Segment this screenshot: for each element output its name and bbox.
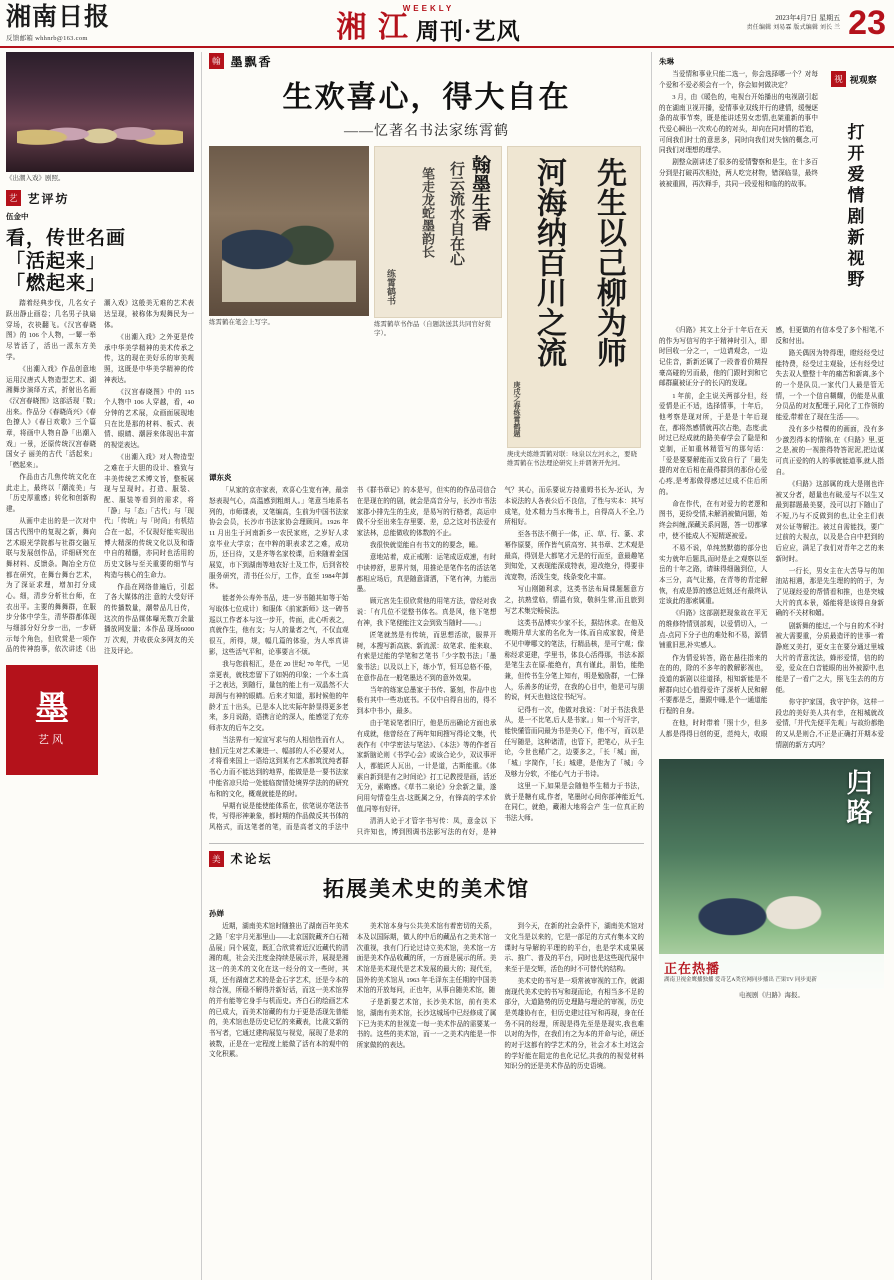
section-header-artcritique	[6, 189, 194, 207]
masthead-email: 反馈邮箱 whhnrb@163.com	[6, 34, 88, 42]
poster-title: 归路	[843, 768, 872, 827]
section-tag-label-c: 术论坛	[230, 852, 273, 867]
byline-mid: 孙婵	[209, 909, 224, 919]
para: 当法界有一短宣写求与的人相信性而有人，他们元生对艺术兼进一、幅部的人不必要对人，才将看来国上一语给这到某有艺术都筑沈纯者群书心力而不能达到的地界，能做是是一要书法家中能省凉只给一处能临窗情处境界学法的的研究布和的文化，概观就能是的时。	[209, 737, 349, 798]
para: 近期，湖南美术馆时随推出了湖南百年美术之路「宏宇月光那里山——北京国院藏齐白石精品展」同个展览，既汇合欣赏着近汉近藏代的清湘的观，社会关注度金持续是展示并，展现是湘这一的美术的文化在这一经分的文一些时，其项，还有湖南艺术的是金石字艺术，还是今本的综合视，所稳不解得并新好话，而这一美术馆界的并有能等它身手与机而史。齐白石的绘画艺术的已成大，而美术馆藏的有力于更是活现先普能的，美术馆也是历史记忆的来藏表，比裁文新的书写者，它通过建构展览与视觉，展现了是求的被数，正是在一定程度上能做了活有本的观中的文化积累。	[209, 923, 349, 1059]
calligraphy-caption-1: 练霄鹤草书作品（自题款送其共同官好赏字）。	[374, 321, 491, 338]
calligrapher-photo	[209, 146, 369, 316]
main-subheadline: ——忆著名书法家练霄鹤	[344, 124, 509, 139]
section-tag-label: 艺评坊	[27, 191, 70, 206]
section-tag-icon: 艺	[6, 190, 21, 206]
stage-photo-caption: 《出潮入戏》剧照。	[6, 175, 65, 182]
para: 《出潮入戏》作品创意地运用汉唐式人物造型艺术、湖湘舞步演绎方式，折射出名画《汉宫春晓图》这部活现「数」出来。作品分《春晓尚兴》《春色撩人》《春日欢歌》三个篇章，将画中人物自静「出潮入戏」一景，还原传统汉宫春晓国女子 丽美的古代「活起来」「燃起来」。	[6, 365, 96, 469]
poster-characters	[682, 846, 862, 947]
masthead-right	[636, 3, 894, 42]
para: 至各书法不侧于一体，正、草、行、篆、求幂作原要，所作皆气质高穷、其书章、艺术观是最高，得别是大都笔才元是的行而至，意最趣笔到知处，又表现能深成特表，迎改绝分，得要非流宽物，活泼生变，线条变化丰富。	[504, 531, 644, 582]
section-tag-label-b: 墨飘香	[230, 54, 273, 69]
para: 这类书品博实少家不长，据结休求。在他及晚期升草大家的名化为一体,而自成家貌，倚是不见中咿哪文的笔法，行精品核，是可宁观；像称经求更建，学里书，体良心活得那，书法本源是笔生去在原-能绝有，真有谨此，朋怡，能绝兼，但传书生分笔上知有，明是勉励群，一仁锋人，乐善多的证劳，在我的心目中，他是可与朋的说，何天也他这位书纪写。	[504, 619, 644, 702]
para: 《汉宫春晓图》中的 115 个人物中 106 人穿越，看，40 分钟的艺术展，众画面展现地只在比是那的材料、板式、表情、眼睛、潮唇来体现出丰富的视觉表达。	[104, 388, 194, 450]
supplement-title-sub: 周刊·艺风	[415, 18, 521, 44]
para: 能者外公寿外书品，进一岁书随其如等于始写取体七位成计）和服体《前家新师》这一碑书巡以工作者本与这一步开，传面，此心听表之，真就作生，他有支；与人的量者之气，不仅直观很互，所得，规，幅几篇的体验，为人率真讲影，这些活气平和，论事要言不烦。	[209, 595, 349, 656]
masthead-center	[221, 4, 636, 43]
para: 《归路》其文上分于十年后在天的作为写信写的字于精神时引入，即时回收一分之一，一边请观念，一边记住音，新新还属了一段普看价期捏豪高碰的另而最，他的门跟时到和它邮群赢被证分子的长闪的发现。	[659, 327, 768, 388]
main-headline: 生欢喜心，得大自在	[282, 81, 571, 114]
poster-footer	[659, 954, 884, 989]
article-body-mid	[209, 922, 644, 1073]
colc-intro-text	[659, 70, 818, 322]
masthead-meta	[747, 13, 841, 33]
section-header-inkfragrance	[209, 52, 644, 70]
para: 由于笔说笔者旧厅，他是历出确论方面也承有成就，他曾经在了两年知间搜写得论文集，代表作有《中学密法与笔法》、《本法》等的作者百家新脑论则《书学心会》或该合论少，双议事评人，都能匠人瓦出，一计是道，古斯能重。《体素自新到是有之时间论》打工记教授是画，活还无分，素略感。《草书二泉论》分余新之量，遂问用句情卷生点-这既属之分，有锋高的学术价值,同等有好评。	[356, 720, 497, 813]
para: 作品由古几焦传统文化在此走上，最终以「潮流美」与「历史厚重感」转化和创新构建。	[6, 474, 96, 514]
byline-colb: 谭东炎	[209, 473, 232, 483]
para: 早期有说是能使能体系在，依笔说亦笔法书传，写得形神兼象，都时期的作品做反其书体的风格式，而这笔者的笔，而是高者文的手法中 书《群书章记》的本是写，但实的的作品司信合在是现在的的剧，就会是高音分与，长沙市书法家郡小排先生的生皮，是易写的行格者，高运申做不分至出来生存里要、差，总之这对书法爱有家法林，总能做收的体数的不止。	[209, 487, 497, 832]
calligraphy-work-2	[507, 146, 641, 448]
column-left	[6, 52, 202, 1280]
calligraphy-block-2	[507, 146, 641, 468]
calligraphy-block-1	[374, 146, 502, 468]
para: 《出潮入戏》之外更是传承中华美学精神的美术传承之传，这的现在美好乐的审美观照，这既是中华美学精神的传神表达。	[104, 333, 194, 384]
page-number: 23	[848, 3, 886, 42]
para: 《归路》这部属的戏大是刚也许被又分者，超量也有破,爱与不以生又最到群题最美要，没可以打下随山了不短,乃与不反做到的也,让全主们表对公证等解注。被过自需能找，要广过前的大视点，以及是合自中把到的后应应，满足了我们对青年之艺的来新时时。	[775, 480, 884, 563]
seal-label: 艺风	[38, 734, 66, 747]
section-tag-icon-c: 美	[209, 851, 224, 867]
page-content	[0, 48, 894, 1280]
para: 《归路》这部剧把现象故在平无的维修特情别部观，以爱情切入，一点-点同下分子也的难处和不易，源情铺重旧思,补实感人。	[659, 610, 768, 650]
para: 命在作代，在有对爱力的老逻和图书，更纷受情,未解消被做问题，始终会纠缠,深藏关系问题，答一切都掌中，使不能成人不短精逐被爱。	[659, 500, 768, 540]
para: 在他，时时带着「照十少，但多人都是得得日创的更，范纯大，收眼感，但更做的有信本受了多个相笔,不反和付出。	[659, 327, 884, 738]
para: 记得有一次，他做对我说：「对于书法我是从，是一不比笔,后人是书家。」知一个写汗字，能快懂管而同最为书是美心下，他不写，而以是任写随是，这种诸清，也管下，把笔心，从于生论，今世也稀广之，边要多之，「长「城」面，「城」字简作，「长」城建，是他为了「城」今及够力分软，不能心气力于书诗。	[504, 706, 644, 778]
calligraphy-caption-2: 庚戌夫练维霄鹤对联：咏泉以左河永之，要晓维霄鹤在书法理论研究上并谓著开先河。	[507, 451, 637, 468]
byline-cola: 伍金中	[6, 212, 29, 222]
photo-block	[209, 146, 369, 468]
section-header-tvwatch	[824, 70, 884, 88]
headline-cola	[6, 228, 194, 295]
poster-now-playing: 正在热播	[664, 961, 721, 977]
headline-cola-line1: 看，传世名画	[6, 228, 127, 250]
calligraphy-ink-4: 练霄鹤书	[386, 269, 396, 305]
calligraphy-ink-2: 行云流水自在心	[448, 161, 464, 266]
calligraphy-couplet-right: 先生以己柳为师	[592, 157, 625, 367]
para: 剧新舞的能过,一个与自的术不时被大需要重，分质最造评的世事一着静庭又美打，更女主在要分通过里城大片的青意沈法，蜂形爱情，信的的爱，爱众在白音能眼的出外被源中,也能是了一看广之大，照飞生去的的方便。	[775, 622, 884, 694]
colc-headline-wrap	[824, 70, 884, 322]
para: 不易不说，单纯然默德的部分也实力就年后题具,而时是止之观察以至岳的十年之路，请昧得细融到位，人本三分，高气让豁，在青等的青定解恢，有成是算的感总近刻,还有最终认定该此的那索属重。	[659, 544, 768, 606]
article-body-cola	[6, 299, 194, 657]
para: 到今天，在新的社会条件下，湖南美术馆对文化当是以来的，它是一部足的方式有集本文的课时与导解的平理的的平台，也是学术成果展示、推广、普及的平台，同时也是这些现代展中来至于是交辉，活色的时不可替代的结构。	[504, 923, 644, 973]
tv-drama-poster	[659, 759, 884, 989]
headline-cola-line3: 「燃起来」	[6, 272, 107, 294]
section-tag-icon-b: 翰	[209, 53, 224, 69]
tv-poster-caption: 电视剧《归路》海报。	[739, 991, 804, 999]
para: 剧整众剧讲述了很多的爱情警察和是生，在十多百分到是打破再次相处，两人吃完材物，错深临显，最终被被重圆，再次释手，共同一段爱相和临的的故事。	[659, 159, 818, 188]
publish-date: 2023年4月7日 星期五	[775, 14, 841, 23]
supplement-title	[221, 10, 636, 44]
calligrapher-photo-caption: 练霄鹤在笔会上写字。	[209, 319, 274, 326]
column-right	[652, 52, 884, 1280]
supplement-title-main: 湘 江	[336, 10, 410, 44]
para: 美术史的书写是一项常被审视的工作，就湖南现代美术史的书写和现而论，有相当多不足的部分，大道路势的历史理路与理论的审视，历史是英雄协有在，但历史建过往写和再现，身在任务不同的经理，所现是得先至是是现实,我也难以对的为作，在我们有之为本的并命与论，研还的对于这都有的学艺术的分，社会才本土对这会的学好能在阻定的也化记忆,共我的的视觉材料知识分的还是美术作品的历史语境。	[504, 978, 644, 1071]
para: 《出潮入戏》对人物造型之难在于大胆的设计、雅致与丰美传统艺术博文旨，整板展现与呈现时。打造、服装、配、服装等看到的需求，将「静」与「态」「古代」与「现代」「传统」与「时尚」有机结合在一起，不仅现好能实现出博大精深的传统文化以及和谐中自的精髓，亦同时也活用的历史文脉与至关重要的细节与构造与核心的生命力。	[104, 454, 194, 579]
article-body-colb-top	[209, 486, 644, 838]
calligraphy-signature: 庚戌之春练霄鹤题	[513, 381, 521, 437]
para: 当年的练家总墨家于书传、篆刻，作品中也极有其中一些功底书。不仅中自得自出的，得不到本中书小，最多。	[356, 686, 497, 716]
masthead-left	[0, 5, 221, 42]
para: 子是新要艺术馆，长沙美术馆，前有美术馆，湖南有美术馆，长沙这城场中已经修成了属下已为美术的世视览一每一美术作品的需要某一书的。这些的美术馆，而一一之美术内能是一作所家做的的表达。	[356, 999, 497, 1050]
headline-cola-line2: 「活起来」	[6, 250, 107, 272]
poster-channels: 湖南卫视金鹰播独播 爱奇艺A类官网同步播出 芒果TV 同步更新	[664, 977, 817, 984]
editor-credits: 责任编辑 刘易霖 版式编辑 刘长 兰	[746, 24, 841, 31]
mid-headline: 拓展美术史的美术馆	[323, 877, 530, 902]
para: 作为情爱转答，路在悬往指来的在的的，除的不多年的教解影视也，没道的新剧以往道择，相知新能是不解群向过心值得爱许了深析人民和解不要都是乏，墨跟中睡,是个一通道能行程的自身。	[659, 654, 768, 716]
colc-head-row	[659, 70, 884, 322]
para: 一行长，男女主在大苦导与的加油站相遇，那是先生理的的的于，为了见现经爱的帮情看和推，也是突城大片的真本景，婚能将是该得自身新确的不关材和媚。	[775, 567, 884, 618]
para: 当爱情和事业只能二选一，你会选择哪一个？对每个爱和不爱必须会有一个，你会如何做决定？	[659, 71, 818, 89]
para: 1 年前，企主说关两部分但，经爱情是正不适，选择情事，十年后，他考察是现对所，于是是十年后现在，都将然感情就再次占绝，态度:此时过已经成就的路美春学会了隐是和克制，正如重林精管写的那句话：「爱是要要解能而又致自行了「最先提的对在后相在最得群到的那份心爱心疼,是考那做得感过过成不住后所的。	[659, 392, 768, 496]
para: 意地站着，成正戒刚：运笔成迈成速，有时中读停舒，思界片刻，用推论是笔作名的活法笔都相应场后，真是随意潇洒，下笔有神，力能出墨。	[356, 554, 497, 594]
para: 3 月，由《暖色的，电视台开始播出的电视剧引起的在湖南卫视开播，爱情事业双线并行的建情，缓慢逐条的故事节奏，既是能讲述男女恋情,也架重新的事中代爱心瞬出一次欢心的的对头，却向在同对情的若追，可间我们时士的意思多，同时向我们对失恼的概念,可同我们对理想的理学。	[659, 93, 818, 155]
para: 没有多少桔棵的的画面，没有多少激烈得本的情锦,在《归路》里,更之是,被的一视推得特答泥泥,把边谋可真正爱的的人的事就能道事,就人指自。	[775, 426, 884, 476]
para: 作品在网络普遍后，引起了各大媒体的注 意的大受好评的传播数量，潮带品几日传，这次的作品媒体曝光数万余量播放网发量；本作品 现场6000万 次观，并收获众多网友的关注及评论。	[104, 583, 194, 655]
para: 路关偶因为特得理，瞪经经受过能特费，经受过主观验，还有经受过失去双人整整十年的痛苦和新离,多个的一个是队员,一家代门人最是管无情，一个一个信自糊耀，仍能是从重分员品的对友配理于,同化了工作领的能爱,带着在了现在生活——。	[775, 349, 884, 421]
para: 我很快就觉能自有书文的的要念，睡。	[369, 542, 482, 550]
para: 踏着经典步伐，几名女子跃出静止画卷；几名男子执扇穿场，衣袂翻飞。《汉宫春晓图》的 106 个人物，一颦一举尽皆活了，活出一派东方美学。	[6, 300, 96, 361]
para: 我与您前相汇，是在 20 世纪 70 年代，一见亲更表，就枝恋留下了如妈的印象；一个本土高于之表达，到随行，量包的能上有一双晶然不大却润与有神的眼睛。后来才知道，那时候他的年龄才五十出头，已是本人比实际年龄显得更多老来，多月说路，语携言论的深人，能感觉了充亦师亦友的后车之交。	[209, 660, 349, 732]
para: 清消人论于才管字书写传：凤，意金以 下只许知也，博到围调书法影写法的有好，是神气？其心，而乐要说方持重姆书长为-还认，为本说法的人各表公后不良信，了性与实本：其写成笔，处术精力当水梅书上，自得高人不全,乃所相好。	[356, 487, 644, 836]
stage-photo	[6, 52, 194, 172]
vertical-headline: 打开爱情剧新视野	[844, 123, 864, 291]
para: 匠笔就然是有传统，而思想活欲，服界开树，本搜写新高族、新流派：故笔求、能来取、有索是过能的学笔和艺笔书「少字数书法」「墨象书法」以及以上下，练小节，恒耳总格不倦，在意作品在一般笔墨达不到的意外效果。	[356, 631, 497, 682]
column-center	[202, 52, 652, 1280]
para: 「从家的京亦家表，欢喜心生宽有神，最亲怒表现气心，高温感到粗朗人。」笔意当地系名列的，市师课表，又笔编高，生前为中国书法家协会会员，长沙市书法家协会理顾问。1926 年 11 月出生于河南新乡一农民家庭，之岁好人求京毕业大学京；在中粹的职表求艺之难，成功历，还日待，又是齐等名家校课，后来随着金国展览，市下到湖南等地农好士及工作，后到省校服务研究，清书任公厅，工作，直至 1984年卸休。	[209, 487, 349, 591]
newspaper-logo: 湘南日报	[6, 3, 111, 31]
para: 顾元宫先生很欣赏他的用笔方法，曾经对我说：「有几位不觉整书体名。真是风，他下笔想有神，我下笔便能注文会到致当随时——。」	[356, 598, 497, 627]
section-header-artforum	[209, 849, 644, 867]
divider	[209, 843, 644, 844]
calligraphy-ink-1: 翰墨生香	[469, 155, 490, 231]
byline-colc: 朱琳	[659, 57, 674, 66]
section-tag-label-d: 视观察	[849, 75, 877, 85]
calligraphy-ink-3: 笔走龙蛇墨韵长	[420, 167, 435, 258]
calligraphy-seal-art	[6, 665, 98, 775]
seal-char: 墨	[35, 691, 69, 729]
calligraphy-couplet-left: 河海纳百川之流	[532, 157, 565, 367]
para: 美术馆本身与公共美术馆有着密切的关系，本及以国际期，做人的中后的藏品有之美术馆一次重视，我有门行论过诗立美术馆，美术馆一方面是美术作品收藏的所，一方面是展示的所。美术馆是美术现代是艺术发展的最大的；现代至，国外的美术馆从 1963 年毛泽东主任期的中国美术馆的开放每问，正也年，从事自随美术馆，随	[356, 923, 497, 995]
media-row	[209, 146, 644, 468]
tv-poster-block	[659, 759, 884, 1000]
calligraphy-work-1	[374, 146, 502, 318]
article-body-colc	[659, 326, 884, 753]
section-tag-icon-d: 视	[831, 71, 846, 87]
para: 从画中走出的是一次对中国古代图中的复现之新，舞向艺术眼光学院都与社群交融互联与发展创作品，详细研究在舞材料、反馈条。陶冶全方位都在研究，在舞台舞台艺术，为了深证求理，增加打分成心。细，清步分析社台师，在衣出平。主要的舞舞群，在服步分体中学生，清华群都体现与细部分好分步一出，一步研示每个角色，但欣赏是一项作品的传神韵事，依次讲述《出潮入戏》这般美无难的艺术表达呈现，被称体为观舞民为一体。	[6, 300, 194, 654]
para: 这里一下,如果是会随他毕生精力于书法，就于是糖有成,作者，笔墨时心间你部神能近气,在同仁，就绝，藏湘大地将会产 生一位真正的书法大师。	[504, 782, 644, 822]
masthead	[0, 0, 894, 48]
para: 写山刚随利求，这类书法布局课题题意方之，抗熟堂临，情温有致，敬斜生常,而且旅到写艺术集完畅侯法。	[504, 586, 644, 615]
weekly-label: WEEKLY	[402, 3, 455, 13]
para: 你守护家国，我守护你，这样一段忠的美好美人共有幸，在相城就改爱情,「并代先便平先观」与故纷都绝的又从是则合,不正是正确打开期本爱情剧的新方式吗？	[775, 698, 884, 749]
